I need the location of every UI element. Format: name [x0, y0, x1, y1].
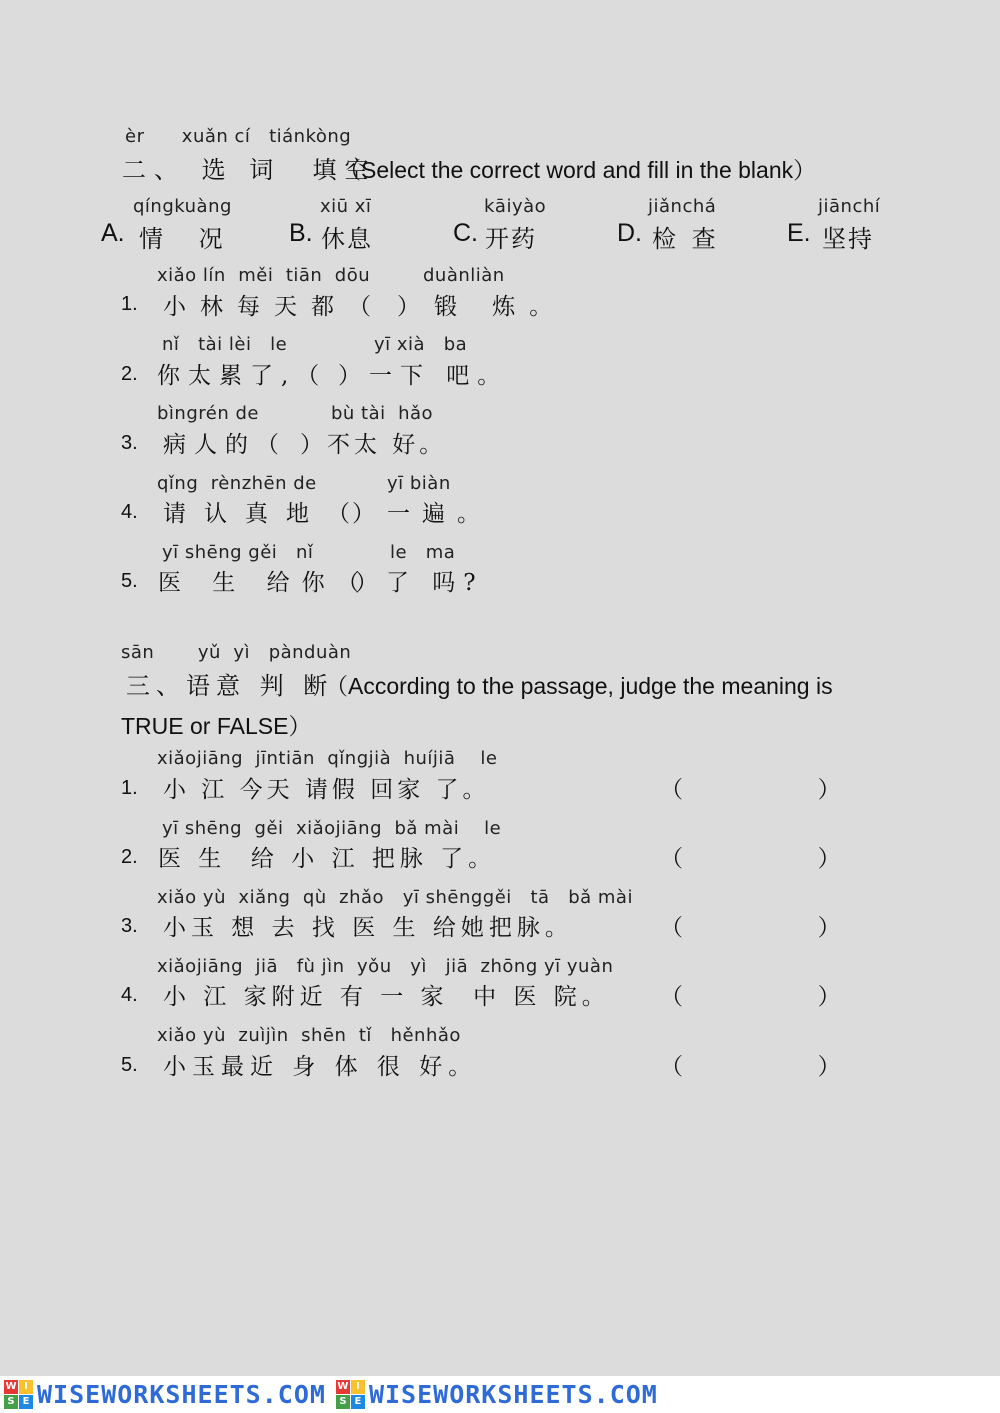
question-pinyin: nǐ tài lèi le — [162, 334, 288, 355]
option-d-word: 检 查 — [652, 225, 720, 253]
option-d-pinyin: jiǎnchá — [648, 196, 717, 217]
logo-letter: W — [337, 1381, 349, 1392]
question-text: ）一遍。 — [352, 501, 492, 527]
section3-heading-english-cont: TRUE or FALSE） — [121, 713, 312, 739]
section2-heading-english: （Select the correct word and fill in the blank） — [338, 157, 817, 183]
answer-parentheses[interactable]: （ ） — [660, 777, 881, 803]
question-text: 医 生 给你（ — [158, 570, 372, 596]
logo-grid-icon — [336, 1380, 365, 1409]
answer-parentheses[interactable]: （ ） — [660, 1054, 881, 1080]
answer-parentheses[interactable]: （ ） — [660, 984, 881, 1010]
option-a-letter: A. — [101, 219, 125, 247]
section3-heading: 三、语意 判 断 — [126, 672, 334, 700]
option-a-pinyin: qíngkuàng — [133, 196, 232, 217]
question-number: 4. — [121, 501, 138, 523]
question-pinyin: qǐng rènzhēn de — [157, 473, 317, 494]
option-b-word: 休息 — [321, 225, 373, 253]
logo-letter: I — [351, 1380, 365, 1394]
question-text: 小 江 今天 请假 回家 了。 — [163, 777, 490, 803]
question-text: 你太累了,（ — [157, 363, 328, 389]
logo-letter: S — [4, 1395, 18, 1409]
logo-letter: E — [351, 1395, 365, 1409]
question-pinyin: xiǎojiāng jiā fù jìn yǒu yì jiā zhōng yī yuàn — [157, 956, 614, 977]
logo-letter: S — [336, 1395, 350, 1409]
option-c-word: 开药 — [485, 225, 537, 253]
question-text: 小玉最近 身 体 很 好。 — [163, 1054, 478, 1080]
question-pinyin: xiǎo lín měi tiān dōu — [157, 265, 371, 286]
section3-heading-pinyin: sān yǔ yì pànduàn — [121, 642, 352, 663]
question-pinyin: xiǎo yù zuìjìn shēn tǐ hěnhǎo — [157, 1025, 461, 1046]
question-number: 2. — [121, 363, 138, 385]
footer-banner — [0, 1376, 1000, 1413]
section2-heading-pinyin: èr xuǎn cí tiánkòng — [125, 126, 352, 147]
question-pinyin: xiǎo yù xiǎng qù zhǎo yī shēnggěi tā bǎ mài — [157, 887, 633, 908]
option-a-word: 情 况 — [139, 225, 237, 253]
question-pinyin: xiǎojiāng jīntiān qǐngjià huíjiā le — [157, 748, 498, 769]
question-number: 1. — [121, 293, 138, 315]
question-number: 1. — [121, 777, 138, 799]
question-number: 5. — [121, 570, 138, 592]
question-number: 3. — [121, 915, 138, 937]
option-e-word: 坚持 — [822, 225, 874, 253]
logo-letter: E — [19, 1395, 33, 1409]
brand-logo — [4, 1380, 326, 1409]
answer-parentheses[interactable]: （ ） — [660, 915, 881, 941]
question-number: 5. — [121, 1054, 138, 1076]
logo-letter: W — [5, 1381, 17, 1392]
brand-logo-repeat — [336, 1380, 658, 1409]
question-number: 2. — [121, 846, 138, 868]
option-d-letter: D. — [617, 219, 642, 247]
question-text: 小 江 家附近 有 一 家 中 医 院。 — [163, 984, 610, 1010]
option-e-pinyin: jiānchí — [818, 196, 881, 217]
question-text: 小玉 想 去 找 医 生 给她把脉。 — [163, 915, 573, 941]
question-pinyin: yī biàn — [387, 473, 451, 494]
question-number: 3. — [121, 432, 138, 454]
answer-parentheses[interactable]: （ ） — [660, 846, 881, 872]
question-pinyin: bù tài hǎo — [331, 403, 434, 424]
question-number: 4. — [121, 984, 138, 1006]
question-pinyin: yī shēng gěi nǐ — [162, 542, 314, 563]
question-text: 请认真地（ — [163, 501, 368, 527]
section2-heading: 二、 选 词 填空 — [122, 156, 377, 184]
question-pinyin: bìngrén de — [157, 403, 259, 424]
question-text: ）不太 好。 — [300, 432, 447, 458]
question-pinyin: le ma — [390, 542, 456, 563]
question-text: 医 生 给 小 江 把脉 了。 — [158, 846, 497, 872]
question-pinyin: duànliàn — [423, 265, 505, 286]
option-b-letter: B. — [289, 219, 313, 247]
option-e-letter: E. — [787, 219, 811, 247]
logo-letter: I — [19, 1380, 33, 1394]
question-text: ）锻 炼。 — [397, 294, 567, 320]
option-b-pinyin: xiū xī — [320, 196, 372, 217]
question-text: ）一下 吧。 — [338, 363, 509, 389]
question-pinyin: yī shēng gěi xiǎojiāng bǎ mài le — [162, 818, 502, 839]
logo-grid-icon — [4, 1380, 33, 1409]
option-c-pinyin: kāiyào — [484, 196, 547, 217]
section3-heading-english: （According to the passage, judge the meaning is — [325, 673, 833, 699]
brand-name: WISEWORKSHEETS.COM — [37, 1380, 326, 1409]
question-text: ）了 吗? — [355, 570, 484, 596]
question-text: 病人的（ — [163, 432, 287, 458]
option-c-letter: C. — [453, 219, 478, 247]
question-pinyin: yī xià ba — [374, 334, 468, 355]
brand-name: WISEWORKSHEETS.COM — [368, 1380, 658, 1409]
question-text: 小林每天都（ — [163, 294, 385, 320]
